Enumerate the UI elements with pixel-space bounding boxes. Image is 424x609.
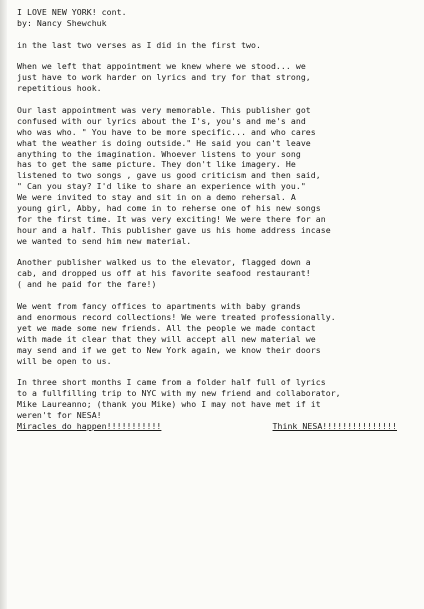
paragraph-3-line-4: what the weather is doing outside." He said you can't leave [17, 137, 311, 148]
paragraph-2-line-3: repetitious hook. [17, 83, 102, 94]
paragraph-3-line-1: Our last appointment was very memorable. This publisher got [17, 105, 311, 116]
paragraph-5-line-4: with made it clear that they will accept all new material we [17, 333, 316, 344]
paragraph-3-line-8: " Can you stay? I'd like to share an experience with you." [17, 181, 306, 192]
paragraph-4-line-3: ( and he paid for the fare!) [17, 279, 157, 290]
paragraph-6-line-4: weren't for NESA! [17, 409, 102, 420]
paragraph-3-line-6: has to get the same picture. They don't like imagery. He [17, 159, 296, 170]
page-edge-shadow [0, 0, 7, 609]
paragraph-3-line-7: listened to two songs , gave us good criticism and then said, [17, 170, 321, 181]
document-byline: by: Nancy Shewchuk [17, 17, 107, 28]
paragraph-6-line-1: In three short months I came from a folder half full of lyrics [17, 377, 326, 388]
paragraph-5-line-1: We went from fancy offices to apartments with baby grands [17, 301, 301, 312]
document-heading: I LOVE NEW YORK! cont. [17, 7, 127, 17]
paragraph-4-line-2: cab, and dropped us off at his favorite seafood restaurant! [17, 268, 311, 279]
paragraph-1-line-1: in the last two verses as I did in the first two. [17, 39, 261, 50]
paragraph-3-line-13: we wanted to send him new material. [17, 235, 192, 246]
typed-letter [17, 7, 419, 432]
paragraph-5-line-3: yet we made some new friends. All the people we made contact [17, 322, 316, 333]
paragraph-2-line-1: When we left that appointment we knew where we stood... we [17, 61, 306, 72]
paragraph-6-line-3: Mike Laureanno; (thank you Mike) who I may not have met if it [17, 399, 321, 410]
paragraph-3-line-12: hour and a half. This publisher gave us his home address incase [17, 224, 331, 235]
paragraph-4-line-1: Another publisher walked us to the elevator, flagged down a [17, 257, 311, 268]
closing-left: Miracles do happen!!!!!!!!!!! [17, 420, 162, 431]
closing-right: Think NESA!!!!!!!!!!!!!!! [272, 420, 397, 431]
paragraph-3-line-3: who was who. " You have to be more specific... and who cares [17, 126, 316, 137]
paragraph-5-line-5: may send and if we get to New York again, we know their doors [17, 344, 321, 355]
paragraph-5-line-2: and enormous record collections! We were treated professionally. [17, 311, 336, 322]
paragraph-3-line-5: anything to the imagination. Whoever listens to your song [17, 148, 301, 159]
paragraph-3-line-2: confused with our lyrics about the I's, you's and me's and [17, 115, 306, 126]
paragraph-3-line-9: We were invited to stay and sit in on a demo rehersal. A [17, 192, 296, 203]
paragraph-3-line-10: young girl, Abby, had come in to reherse one of his new songs [17, 203, 321, 214]
closing-row [17, 421, 397, 432]
paragraph-2-line-2: just have to work harder on lyrics and try for that strong, [17, 72, 311, 83]
paragraph-5-line-6: will be open to us. [17, 355, 112, 366]
paragraph-3-line-11: for the first time. It was very exciting! We were there for an [17, 213, 326, 224]
paragraph-6-line-2: to a fullfilling trip to NYC with my new friend and collaborator, [17, 388, 341, 399]
